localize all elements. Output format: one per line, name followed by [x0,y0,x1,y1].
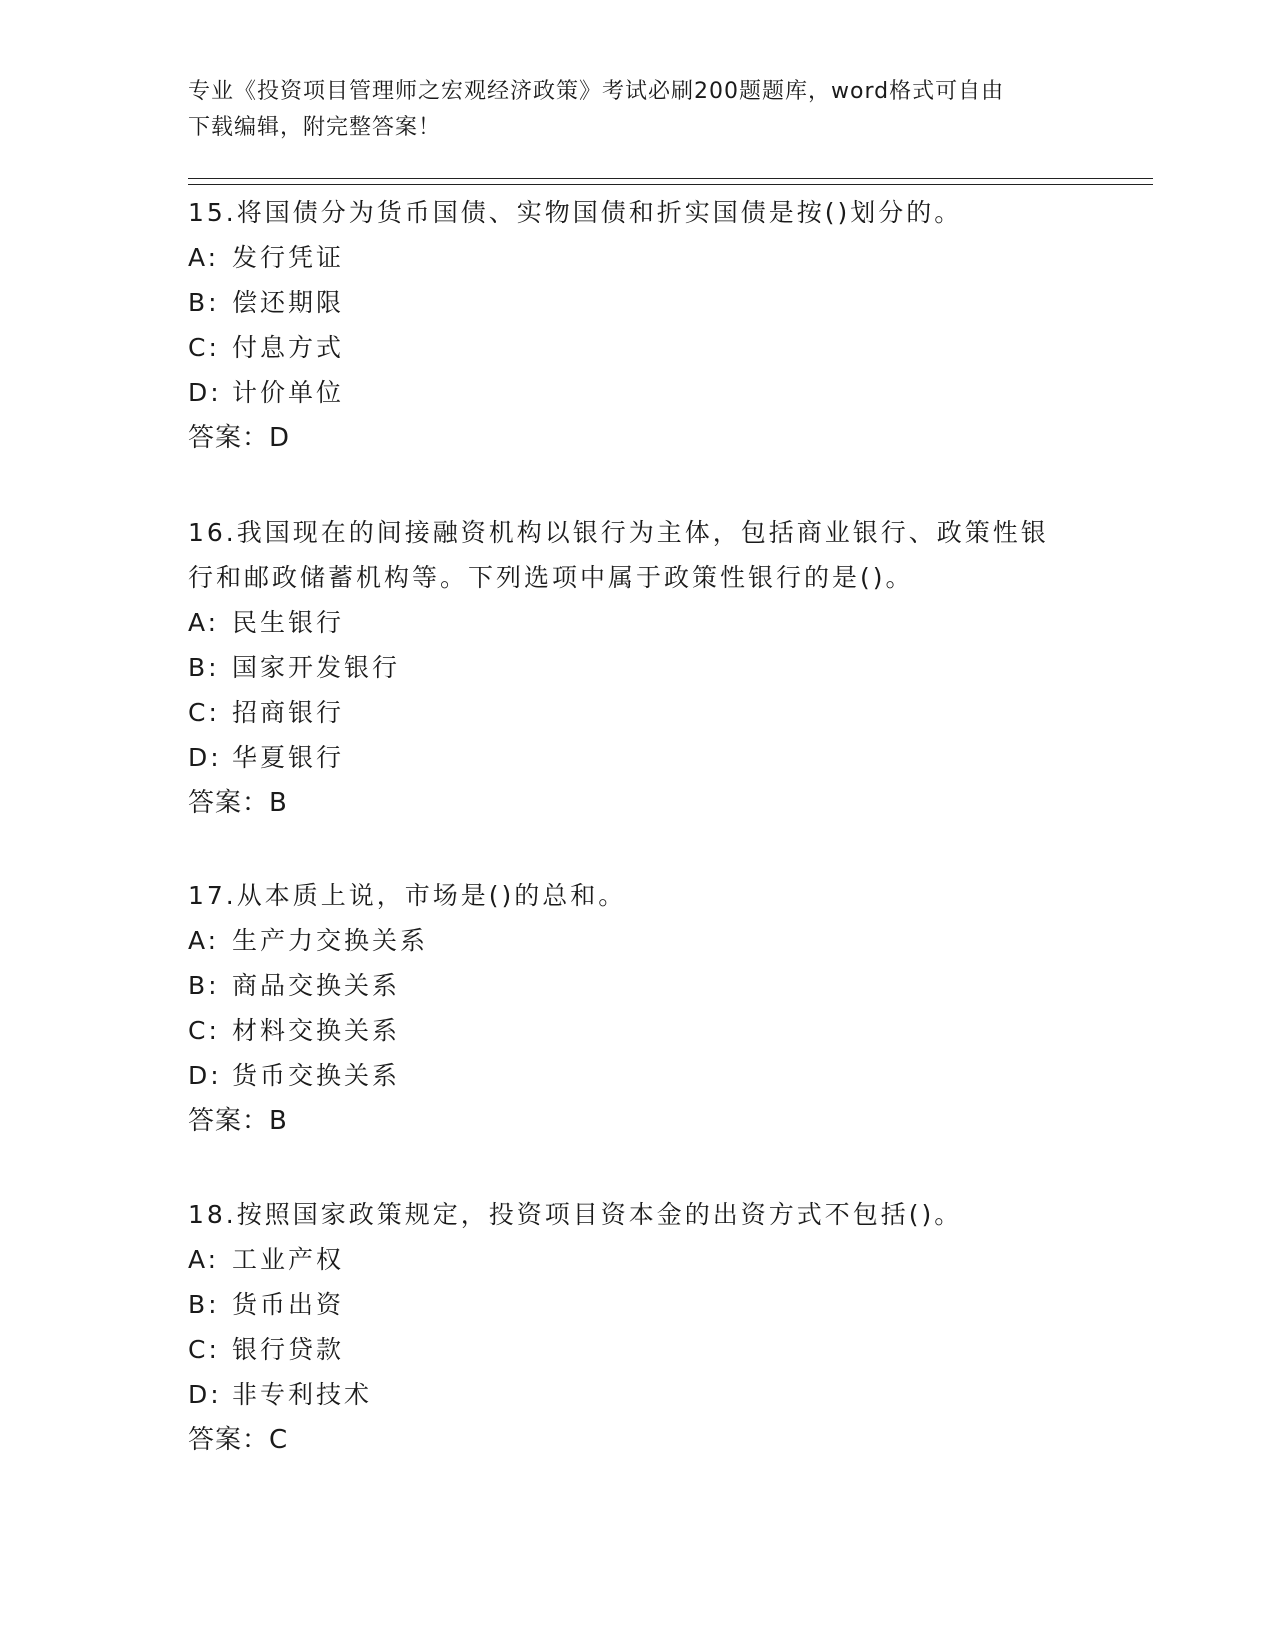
option-a [188,1237,1088,1282]
option-a [188,235,1088,280]
option-letter: B: [188,653,220,682]
option-b [188,645,1088,690]
option-text: 工业产权 [232,1245,345,1274]
option-text: 华夏银行 [232,743,345,772]
question-17 [188,873,1088,1144]
option-letter: D: [188,743,222,772]
option-b [188,963,1088,1008]
option-text: 商品交换关系 [232,971,401,1000]
option-text: 银行贷款 [232,1335,345,1364]
option-letter: C: [188,698,220,727]
option-letter: C: [188,1335,220,1364]
option-letter: B: [188,1290,220,1319]
question-18 [188,1192,1088,1463]
answer-label: 答案： [188,1106,270,1136]
question-stem: 17.从本质上说，市场是()的总和。 [188,881,627,910]
option-letter: B: [188,971,220,1000]
answer-value: D [269,423,291,453]
option-letter: D: [188,378,222,407]
document-header [188,74,1068,146]
answer-label: 答案： [188,423,270,453]
option-text: 发行凭证 [232,243,345,272]
question-16 [188,510,1088,826]
option-text: 生产力交换关系 [232,926,429,955]
answer-value: B [269,788,288,818]
option-letter: B: [188,288,220,317]
option-text: 非专利技术 [232,1380,373,1409]
option-letter: A: [188,926,220,955]
option-d [188,1372,1088,1417]
option-c [188,690,1088,735]
option-b [188,1282,1088,1327]
header-divider-bottom [188,184,1153,185]
question-15 [188,190,1088,461]
answer-line [188,1098,1088,1144]
option-text: 国家开发银行 [232,653,401,682]
option-text: 计价单位 [232,378,345,407]
header-line-2: 下载编辑，附完整答案！ [188,115,442,140]
option-a [188,918,1088,963]
question-stem-line-2: 行和邮政储蓄机构等。下列选项中属于政策性银行的是()。 [188,563,914,592]
option-letter: C: [188,333,220,362]
answer-line [188,415,1088,461]
option-c [188,1327,1088,1372]
option-letter: D: [188,1061,222,1090]
option-text: 民生银行 [232,608,345,637]
option-b [188,280,1088,325]
answer-value: B [269,1106,288,1136]
option-letter: A: [188,1245,220,1274]
question-stem: 15.将国债分为货币国债、实物国债和折实国债是按()划分的。 [188,198,963,227]
header-divider-top [188,178,1153,179]
option-d [188,735,1088,780]
option-a [188,600,1088,645]
answer-label: 答案： [188,788,270,818]
option-letter: D: [188,1380,222,1409]
answer-label: 答案： [188,1425,270,1455]
answer-line [188,780,1088,826]
option-d [188,370,1088,415]
answer-line [188,1417,1088,1463]
question-stem-line-1: 16.我国现在的间接融资机构以银行为主体，包括商业银行、政策性银 [188,518,1049,547]
option-text: 偿还期限 [232,288,345,317]
option-text: 材料交换关系 [232,1016,401,1045]
option-text: 货币交换关系 [232,1061,401,1090]
option-d [188,1053,1088,1098]
option-text: 货币出资 [232,1290,345,1319]
option-c [188,325,1088,370]
option-c [188,1008,1088,1053]
option-letter: C: [188,1016,220,1045]
option-letter: A: [188,243,220,272]
answer-value: C [269,1425,289,1455]
option-text: 付息方式 [232,333,345,362]
option-text: 招商银行 [232,698,345,727]
question-stem: 18.按照国家政策规定，投资项目资本金的出资方式不包括()。 [188,1200,963,1229]
option-letter: A: [188,608,220,637]
header-line-1: 专业《投资项目管理师之宏观经济政策》考试必刷200题题库，word格式可自由 [188,79,1005,104]
